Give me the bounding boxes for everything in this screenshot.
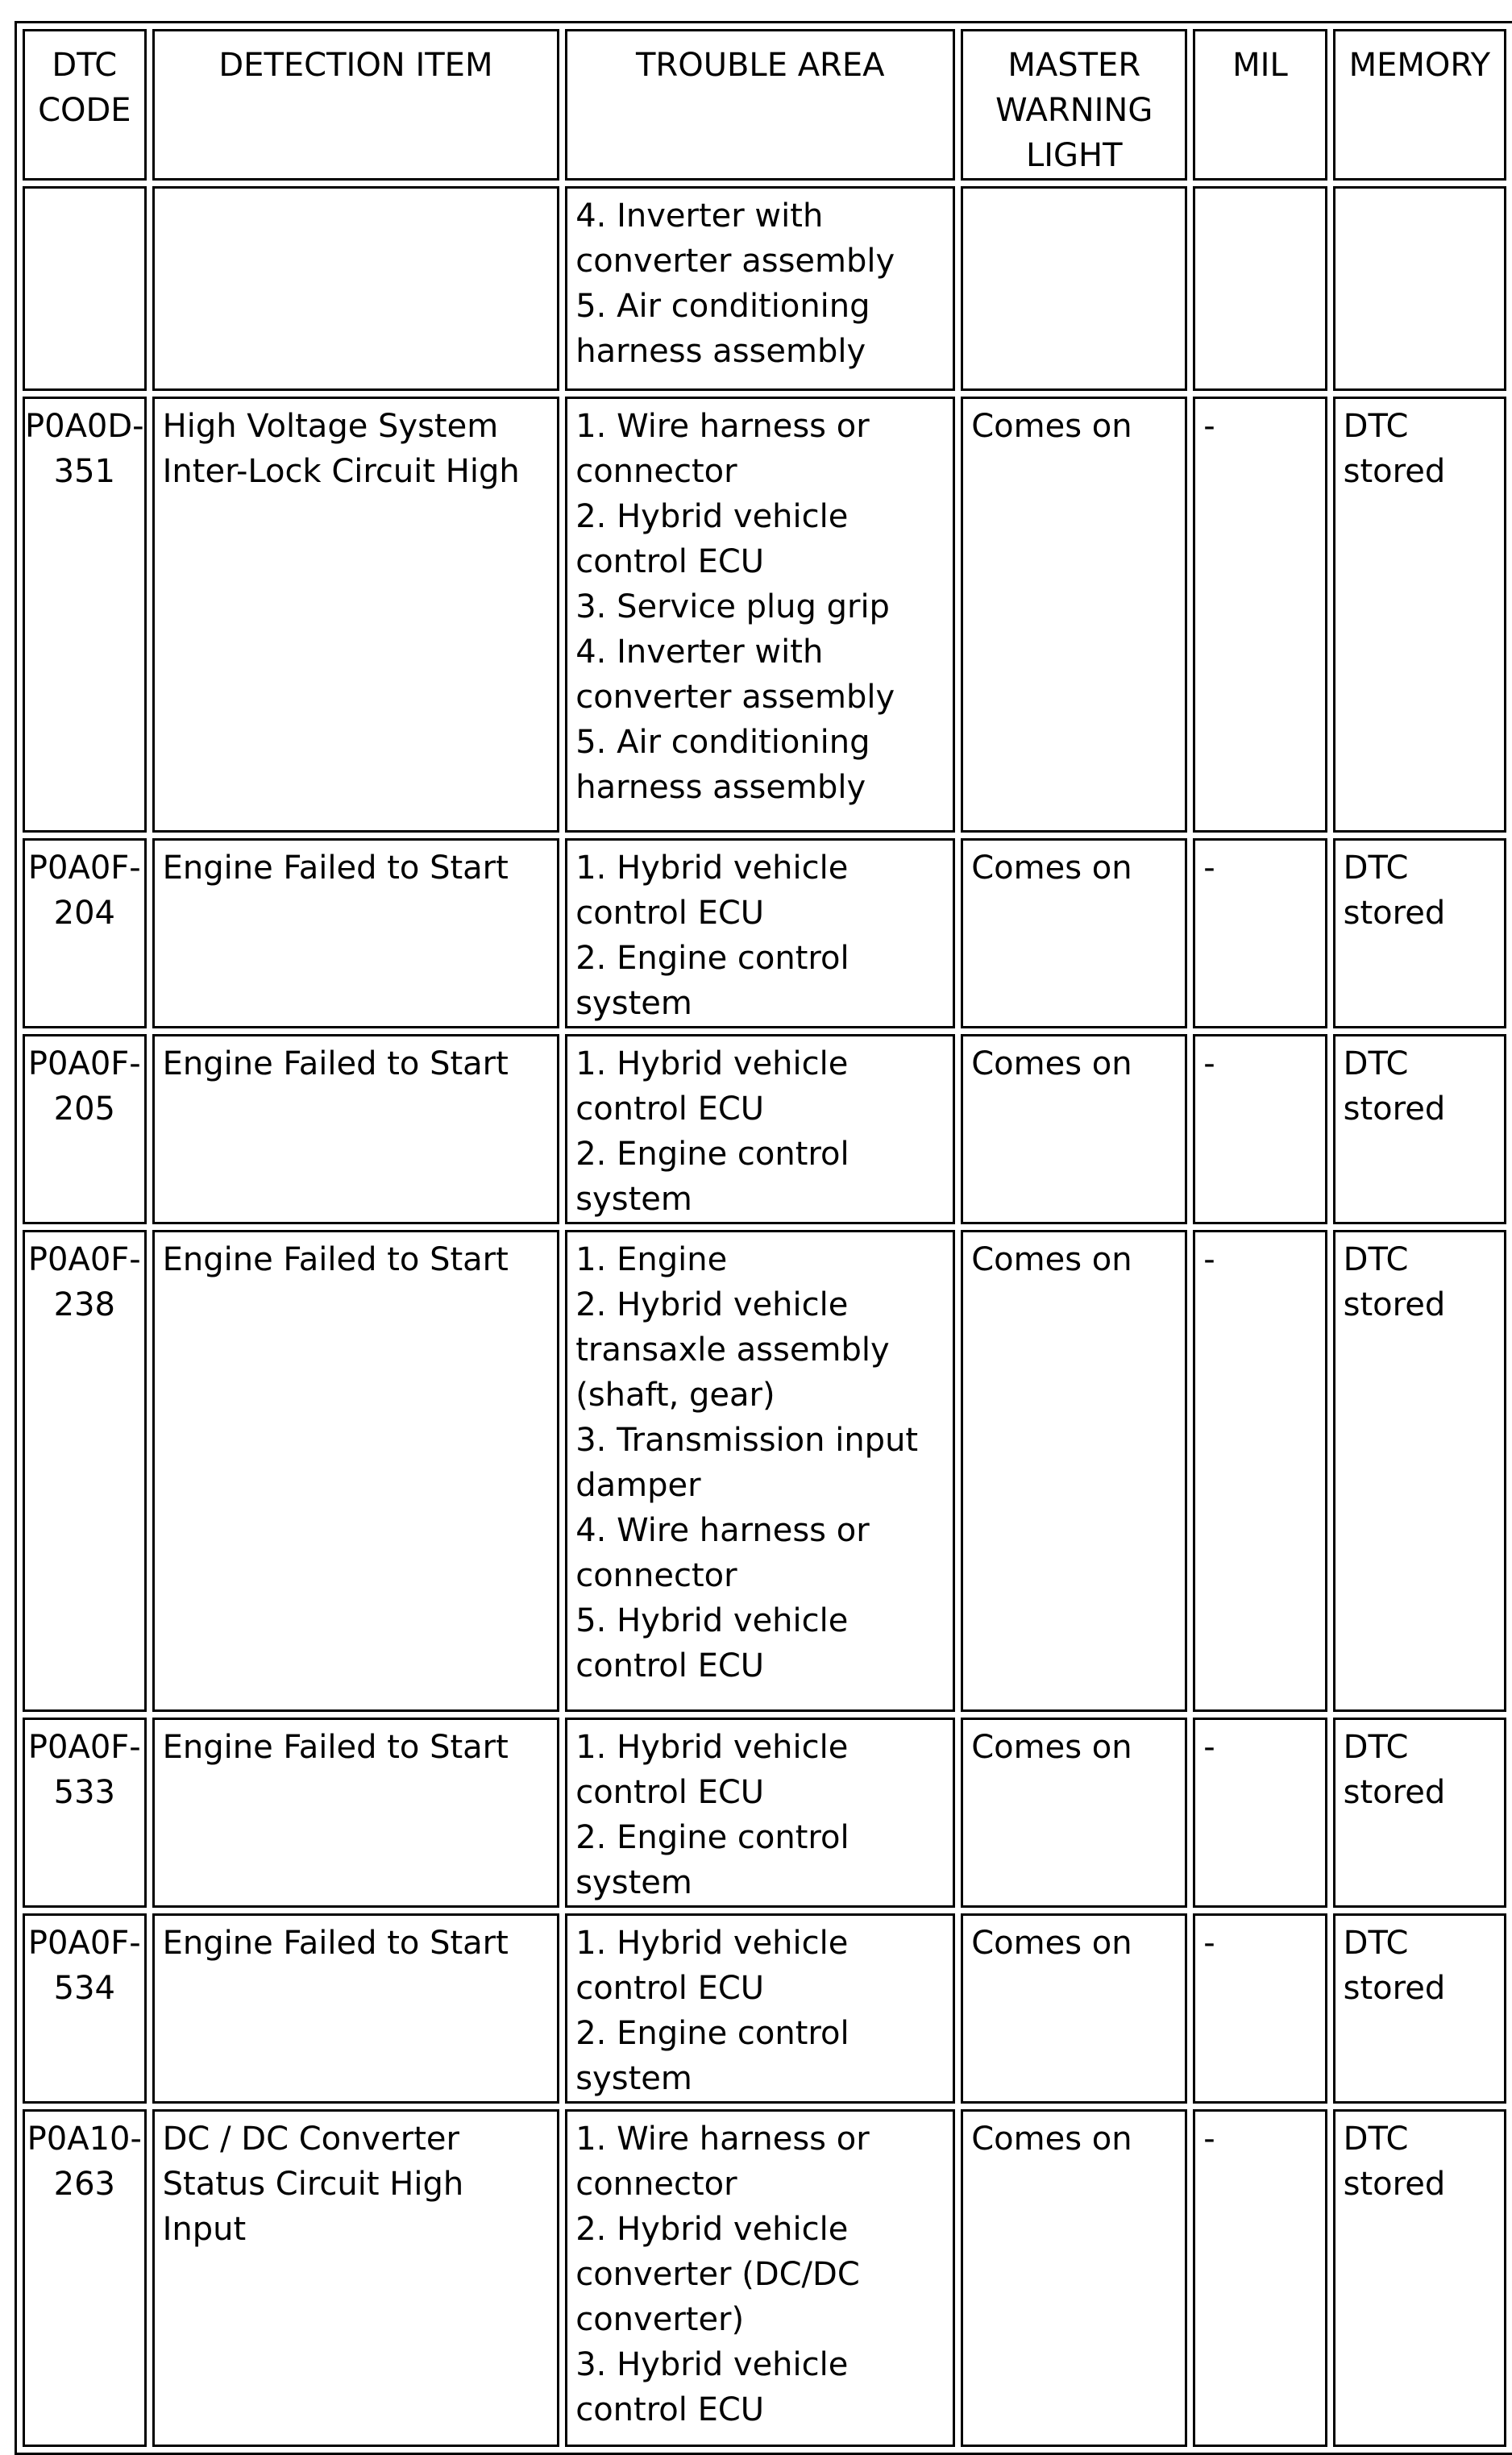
detection-item-cell: Engine Failed to Start xyxy=(152,1034,560,1224)
master-warning-cell xyxy=(961,186,1187,391)
table-row xyxy=(23,1718,1506,1908)
dtc-code-line-1: P0A0F- xyxy=(27,1729,141,1766)
trouble-area-item: 2. Engine control system xyxy=(575,1819,849,1901)
table-row xyxy=(23,1034,1506,1224)
dtc-code-line-1: P0A0F- xyxy=(27,1241,141,1278)
trouble-area-cell xyxy=(565,1230,955,1712)
trouble-area-cell xyxy=(565,838,955,1028)
dtc-code-line-2: 351 xyxy=(53,453,115,490)
master-warning-cell: Comes on xyxy=(961,1913,1187,2104)
trouble-area-cell xyxy=(565,1718,955,1908)
header-detection-item xyxy=(152,29,560,181)
trouble-area-item: 1. Hybrid vehicle control ECU xyxy=(575,1729,849,1811)
trouble-area-item: 4. Inverter with converter assembly xyxy=(575,633,895,716)
dtc-code-line-2: 204 xyxy=(53,895,115,932)
dtc-code-line-2: 238 xyxy=(53,1286,115,1323)
memory-cell: DTC stored xyxy=(1333,1718,1506,1908)
dtc-code-line-1: P0A0F- xyxy=(27,1045,141,1082)
dtc-code-line-2: 205 xyxy=(53,1090,115,1128)
trouble-area-item: 1. Engine xyxy=(575,1241,728,1278)
dtc-code-cell xyxy=(23,2109,147,2447)
trouble-area-item: 2. Engine control system xyxy=(575,1136,849,1218)
trouble-area-item: 2. Hybrid vehicle transaxle assembly (shaft, gear) xyxy=(575,1286,890,1414)
trouble-area-item: 2. Hybrid vehicle converter (DC/DC converter) xyxy=(575,2211,860,2338)
mil-cell: - xyxy=(1193,1034,1327,1224)
trouble-area-item: 1. Wire harness or connector xyxy=(575,2121,870,2203)
dtc-code-line-1: P0A0D- xyxy=(25,408,144,445)
dtc-code-cell xyxy=(23,838,147,1028)
memory-cell xyxy=(1333,186,1506,391)
header-dtc-code-line-2: CODE xyxy=(38,92,131,129)
mil-cell: - xyxy=(1193,1230,1327,1712)
detection-item-cell: Engine Failed to Start xyxy=(152,1230,560,1712)
trouble-area-cell xyxy=(565,1034,955,1224)
trouble-area-item: 1. Hybrid vehicle control ECU xyxy=(575,1925,849,2007)
table-row xyxy=(23,1913,1506,2104)
trouble-area-item: 1. Hybrid vehicle control ECU xyxy=(575,849,849,932)
dtc-code-line-1: P0A0F- xyxy=(27,1925,141,1962)
trouble-area-item: 3. Transmission input damper xyxy=(575,1422,919,1504)
detection-item-cell: High Voltage System Inter-Lock Circuit High xyxy=(152,397,560,833)
detection-item-cell: DC / DC Converter Status Circuit High Input xyxy=(152,2109,560,2447)
header-master-warning-light xyxy=(961,29,1187,181)
mil-cell: - xyxy=(1193,838,1327,1028)
header-dtc-code-line-1: DTC xyxy=(52,47,118,84)
dtc-code-line-1: P0A10- xyxy=(27,2121,142,2158)
header-mil-text: MIL xyxy=(1232,47,1288,84)
header-master-line-3: LIGHT xyxy=(1025,137,1123,174)
dtc-code-line-2: 533 xyxy=(53,1774,115,1811)
mil-cell xyxy=(1193,186,1327,391)
detection-item-cell: Engine Failed to Start xyxy=(152,838,560,1028)
dtc-code-line-2: 263 xyxy=(53,2166,115,2203)
header-master-line-1: MASTER xyxy=(1007,47,1141,84)
dtc-code-cell xyxy=(23,397,147,833)
trouble-area-item: 4. Wire harness or connector xyxy=(575,1512,870,1594)
trouble-area-cell xyxy=(565,186,955,391)
trouble-area-item: 5. Air conditioning harness assembly xyxy=(575,288,870,370)
header-memory-text: MEMORY xyxy=(1348,47,1491,84)
table-row xyxy=(23,1230,1506,1712)
master-warning-cell: Comes on xyxy=(961,2109,1187,2447)
detection-item-cell: Engine Failed to Start xyxy=(152,1718,560,1908)
trouble-area-item: 4. Inverter with converter assembly xyxy=(575,197,895,280)
trouble-area-cell xyxy=(565,2109,955,2447)
master-warning-cell: Comes on xyxy=(961,1230,1187,1712)
dtc-code-cell xyxy=(23,1913,147,2104)
header-trouble-area-text: TROUBLE AREA xyxy=(635,47,885,84)
memory-cell: DTC stored xyxy=(1333,838,1506,1028)
detection-item-cell xyxy=(152,186,560,391)
header-memory xyxy=(1333,29,1506,181)
mil-cell: - xyxy=(1193,1718,1327,1908)
dtc-code-line-1: P0A0F- xyxy=(27,849,141,887)
mil-cell: - xyxy=(1193,1913,1327,2104)
dtc-code-cell xyxy=(23,1718,147,1908)
header-master-line-2: WARNING xyxy=(995,92,1153,129)
trouble-area-item: 3. Hybrid vehicle control ECU xyxy=(575,2346,849,2428)
master-warning-cell: Comes on xyxy=(961,838,1187,1028)
header-row xyxy=(23,29,1506,181)
dtc-code-cell xyxy=(23,1230,147,1712)
dtc-code-cell xyxy=(23,186,147,391)
detection-item-cell: Engine Failed to Start xyxy=(152,1913,560,2104)
table-row xyxy=(23,2109,1506,2447)
trouble-area-item: 2. Engine control system xyxy=(575,940,849,1022)
table-row xyxy=(23,838,1506,1028)
trouble-area-cell xyxy=(565,1913,955,2104)
header-dtc-code xyxy=(23,29,147,181)
memory-cell: DTC stored xyxy=(1333,1230,1506,1712)
trouble-area-item: 1. Wire harness or connector xyxy=(575,408,870,490)
mil-cell: - xyxy=(1193,2109,1327,2447)
mil-cell: - xyxy=(1193,397,1327,833)
master-warning-cell: Comes on xyxy=(961,397,1187,833)
table-row xyxy=(23,186,1506,391)
master-warning-cell: Comes on xyxy=(961,1034,1187,1224)
header-trouble-area xyxy=(565,29,955,181)
trouble-area-item: 5. Hybrid vehicle control ECU xyxy=(575,1602,849,1684)
table-row xyxy=(23,397,1506,833)
memory-cell: DTC stored xyxy=(1333,397,1506,833)
dtc-code-cell xyxy=(23,1034,147,1224)
dtc-code-line-2: 534 xyxy=(53,1970,115,2007)
trouble-area-item: 5. Air conditioning harness assembly xyxy=(575,724,870,806)
trouble-area-item: 1. Hybrid vehicle control ECU xyxy=(575,1045,849,1128)
memory-cell: DTC stored xyxy=(1333,2109,1506,2447)
master-warning-cell: Comes on xyxy=(961,1718,1187,1908)
table-body xyxy=(23,186,1506,2447)
trouble-area-item: 2. Hybrid vehicle control ECU xyxy=(575,498,849,580)
memory-cell: DTC stored xyxy=(1333,1034,1506,1224)
header-mil xyxy=(1193,29,1327,181)
header-detection-item-text: DETECTION ITEM xyxy=(218,47,493,84)
trouble-area-cell xyxy=(565,397,955,833)
trouble-area-item: 3. Service plug grip xyxy=(575,588,890,625)
memory-cell: DTC stored xyxy=(1333,1913,1506,2104)
dtc-table xyxy=(15,21,1512,2455)
trouble-area-item: 2. Engine control system xyxy=(575,2015,849,2097)
